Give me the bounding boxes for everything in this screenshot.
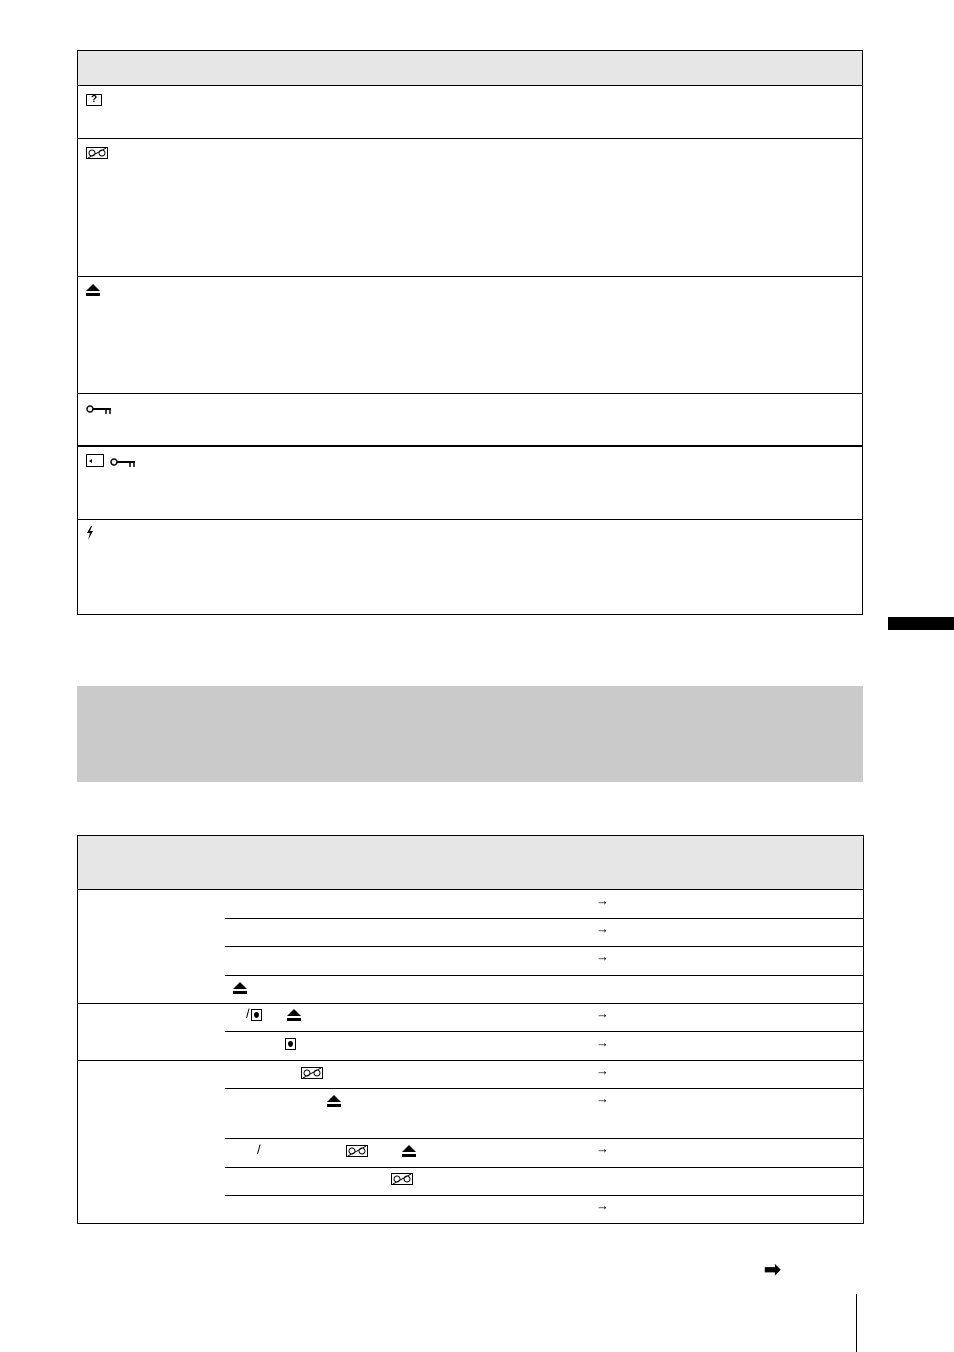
key-icon (110, 455, 136, 465)
eject-icon (402, 1145, 416, 1157)
arrow-icon: → (596, 1141, 609, 1156)
table-row (78, 86, 862, 139)
flash-icon (86, 526, 94, 540)
memory-card-icon (86, 454, 104, 467)
arrow-icon: → (596, 1035, 609, 1050)
eject-icon (327, 1095, 341, 1107)
table-row (78, 138, 862, 277)
tape-cross-icon (86, 146, 108, 158)
eject-icon (86, 284, 100, 296)
arrow-icon: → (596, 1006, 609, 1021)
table-row (78, 446, 862, 520)
key-icon (86, 402, 112, 412)
tape-cross-icon (301, 1066, 323, 1078)
section-heading-band (77, 686, 863, 782)
section-tab-marker (888, 617, 954, 630)
indicator-table (77, 50, 863, 615)
moisture-icon (285, 1038, 296, 1050)
table-row (78, 393, 862, 447)
memory-card-question-icon: ? (86, 94, 102, 106)
arrow-icon: → (596, 1198, 609, 1213)
eject-icon (287, 1009, 301, 1021)
table-row (78, 519, 862, 614)
arrow-icon: → (596, 893, 609, 908)
warning-table-header (78, 836, 863, 890)
arrow-icon: → (596, 949, 609, 964)
arrow-icon: → (596, 921, 609, 936)
tape-cross-icon (346, 1144, 368, 1156)
page-edge-rule (856, 1294, 857, 1352)
eject-icon (233, 982, 247, 994)
arrow-icon: → (596, 1063, 609, 1078)
continue-arrow-icon: ➡ (764, 1259, 781, 1281)
moisture-icon (251, 1009, 262, 1021)
indicator-table-header (78, 51, 862, 86)
tape-cross-icon (391, 1172, 413, 1184)
warning-table: → → → / → → → → / → → (77, 835, 864, 1224)
arrow-icon: → (596, 1091, 609, 1106)
table-row (78, 276, 862, 394)
